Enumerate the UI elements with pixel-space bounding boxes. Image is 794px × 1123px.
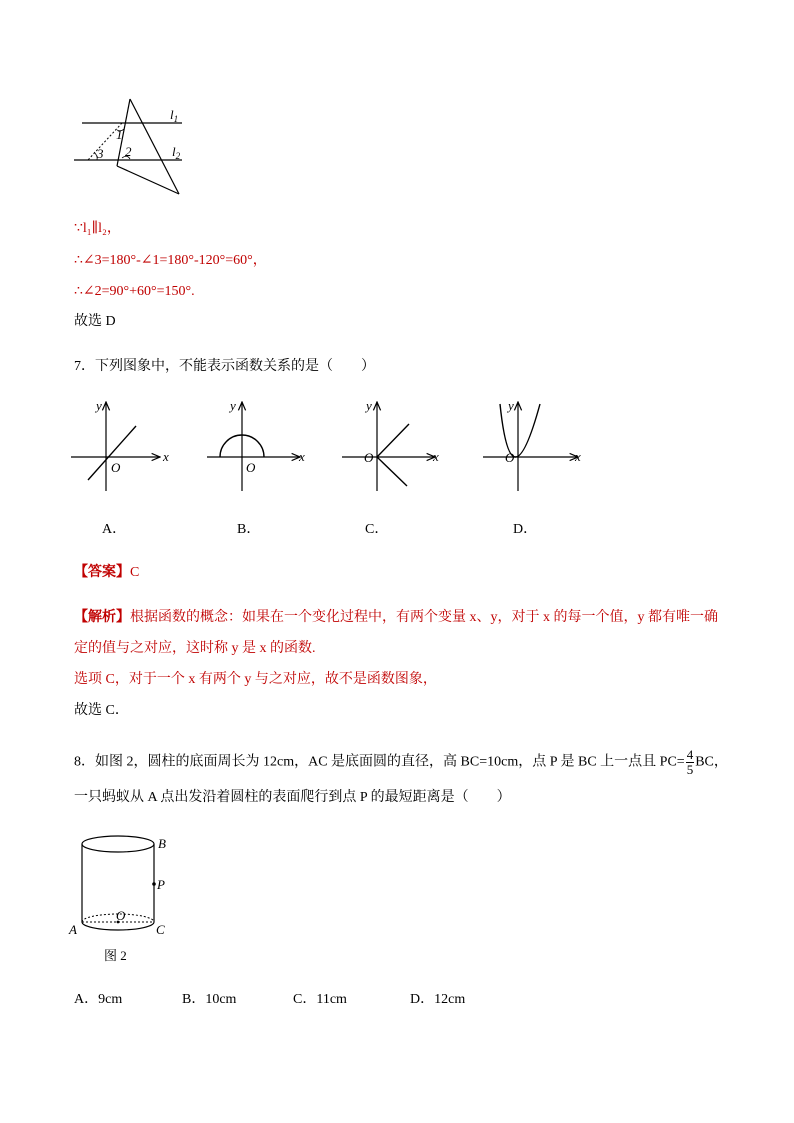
- parallel-lines-figure: [72, 96, 192, 206]
- q7-graph-d: [478, 396, 588, 496]
- svg-text:A: A: [69, 922, 77, 937]
- svg-text:x: x: [433, 449, 439, 464]
- q7-analysis-line-4: 故选 C．: [74, 703, 129, 718]
- svg-text:O: O: [246, 460, 256, 475]
- q7-analysis-line-3: 选项 C，对于一个 x 有两个 y 与之对应，故不是函数图象，: [74, 672, 437, 687]
- graph-c-upper-ray: [377, 424, 409, 457]
- q7-graph-a: [66, 396, 176, 496]
- q8-option-b: B．10cm: [182, 992, 237, 1007]
- q7-option-b: B．: [237, 522, 261, 537]
- solution-line-2: ∴∠3=180°-∠1=180°-120°=60°，: [74, 253, 267, 268]
- svg-text:O: O: [111, 460, 121, 475]
- svg-text:y: y: [96, 398, 102, 413]
- q7-answer: [74, 564, 139, 582]
- label-angle-3: 3: [97, 146, 104, 161]
- q8-option-a: A．9cm: [74, 992, 123, 1007]
- q7-option-a: A．: [102, 522, 127, 537]
- q8-option-c: C．11cm: [293, 992, 347, 1007]
- triangle-side-bottom: [117, 166, 179, 194]
- label-l2: $l_2$: [172, 144, 181, 161]
- svg-text:P: P: [157, 877, 165, 892]
- label-angle-2: 2: [125, 144, 132, 159]
- q7-graph-b: [202, 396, 312, 496]
- svg-text:x: x: [575, 449, 581, 464]
- svg-text:O: O: [364, 450, 374, 465]
- svg-text:B: B: [158, 836, 166, 851]
- q8-option-d: D．12cm: [410, 992, 466, 1007]
- svg-text:C: C: [156, 922, 165, 937]
- solution-line-4: 故选 D: [74, 314, 116, 329]
- svg-text:O: O: [505, 450, 515, 465]
- svg-text:y: y: [366, 398, 372, 413]
- answer-tag: 【答案】: [74, 565, 130, 580]
- solution-line-3: ∴∠2=90°+60°=150°.: [74, 284, 195, 299]
- cylinder-figure: [66, 832, 176, 967]
- svg-text:x: x: [299, 449, 305, 464]
- graph-c-lower-ray: [377, 457, 407, 486]
- cylinder-top: [82, 836, 154, 852]
- svg-text:y: y: [230, 398, 236, 413]
- q7-analysis-line-2: 定的值与之对应，这时称 y 是 x 的函数.: [74, 641, 316, 656]
- q7-graph-c: [337, 396, 447, 496]
- label-l1: $l_1$: [170, 107, 179, 124]
- q7-stem: 7．下列图象中，不能表示函数关系的是（ ）: [74, 359, 375, 374]
- q8-stem-line-1: 8．如图 2，圆柱的底面周长为 12cm，AC 是底面圆的直径，高 BC=10cm，点 P 是 BC 上一点且 PC= $\frac{4}{5}$ BC，: [74, 747, 728, 777]
- solution-line-1: ∵l₁∥l₂，: [74, 221, 121, 236]
- q7-analysis-line-1: 【解析】根据函数的概念：如果在一个变化过程中，有两个变量 x、y，对于 x 的每一个值，y 都有唯一确: [74, 610, 718, 625]
- q7-option-c: C．: [365, 522, 389, 537]
- svg-text:y: y: [508, 398, 514, 413]
- fraction-4-5: $\frac{4}{5}$: [686, 747, 694, 777]
- q7-option-d: D．: [513, 522, 538, 537]
- analysis-tag: 【解析】: [74, 610, 130, 625]
- figure-caption: 图 2: [104, 948, 127, 963]
- point-p: [152, 882, 156, 886]
- q8-stem-line-2: 一只蚂蚁从 A 点出发沿着圆柱的表面爬行到点 P 的最短距离是（ ）: [74, 790, 511, 805]
- svg-text:O: O: [116, 908, 126, 923]
- answer-value: C: [130, 565, 140, 580]
- label-angle-1: 1: [116, 127, 123, 142]
- svg-text:x: x: [163, 449, 169, 464]
